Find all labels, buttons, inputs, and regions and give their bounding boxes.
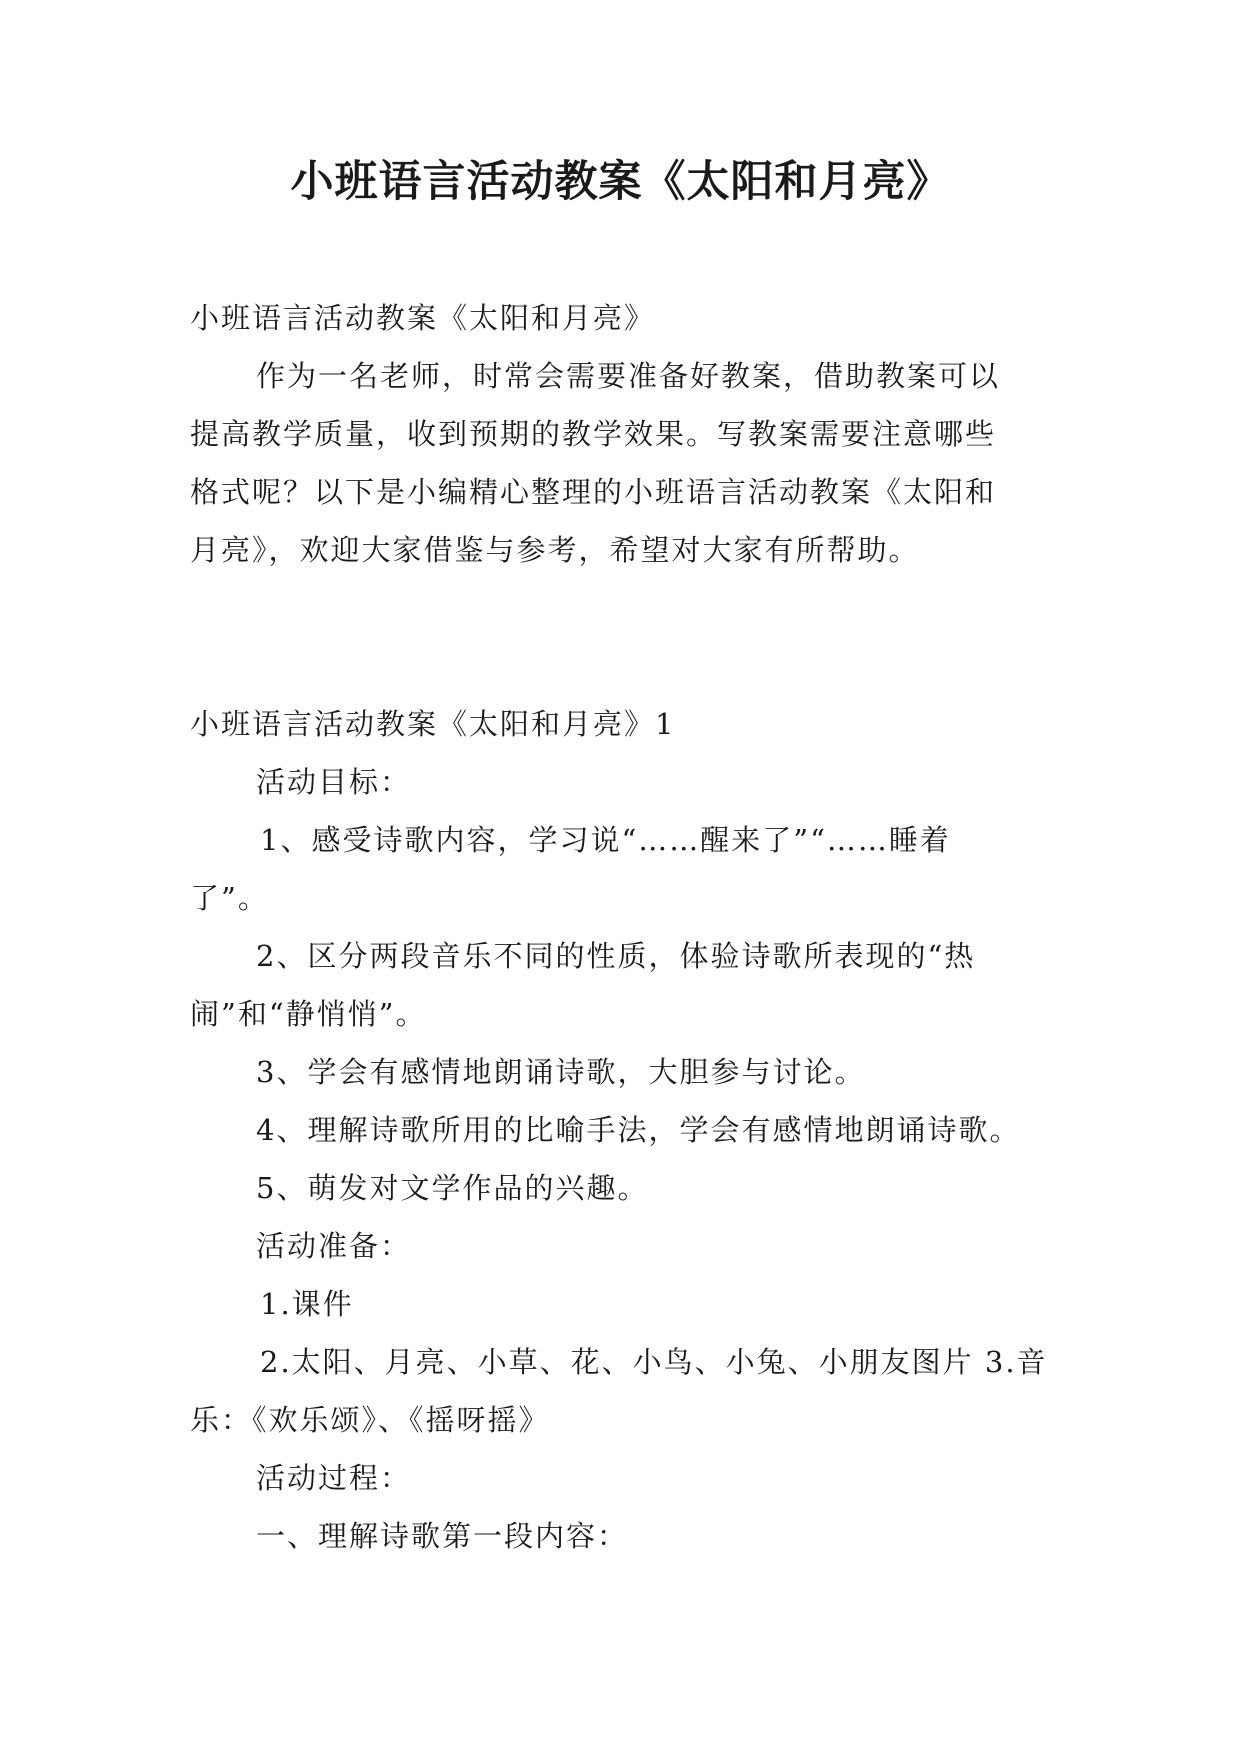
preparation-item: 2.太阳、月亮、小草、花、小鸟、小兔、小朋友图片 3.音 — [260, 1345, 1048, 1379]
intro-paragraph-line: 作为一名老师，时常会需要准备好教案，借助教案可以 — [256, 359, 1001, 393]
activity-process-heading: 活动过程： — [256, 1461, 412, 1495]
goal-item: 4、理解诗歌所用的比喻手法，学会有感情地朗诵诗歌。 — [256, 1113, 1021, 1147]
intro-paragraph-line: 提高教学质量，收到预期的教学效果。写教案需要注意哪些 — [190, 417, 997, 451]
activity-preparation-heading: 活动准备： — [256, 1229, 412, 1263]
goal-item: 1、感受诗歌内容，学习说“……醒来了”“……睡着 — [260, 823, 951, 857]
goal-item-continued: 了”。 — [190, 881, 269, 915]
subtitle: 小班语言活动教案《太阳和月亮》 — [190, 301, 656, 335]
goal-item-continued: 闹”和“静悄悄”。 — [190, 997, 427, 1031]
document-title: 小班语言活动教案《太阳和月亮》 — [290, 157, 951, 207]
goal-item: 3、学会有感情地朗诵诗歌，大胆参与讨论。 — [256, 1055, 866, 1089]
activity-goals-heading: 活动目标： — [256, 765, 412, 799]
goal-item: 5、萌发对文学作品的兴趣。 — [256, 1171, 649, 1205]
preparation-item: 1.课件 — [260, 1287, 354, 1321]
section-heading: 小班语言活动教案《太阳和月亮》1 — [190, 707, 676, 741]
intro-paragraph-line: 月亮》，欢迎大家借鉴与参考，希望对大家有所帮助。 — [190, 533, 920, 567]
preparation-item-continued: 乐：《欢乐颂》、《摇呀摇》 — [190, 1403, 550, 1437]
process-step: 一、理解诗歌第一段内容： — [256, 1519, 629, 1553]
intro-paragraph-line: 格式呢？以下是小编精心整理的小班语言活动教案《太阳和 — [190, 475, 997, 509]
goal-item: 2、区分两段音乐不同的性质，体验诗歌所表现的“热 — [256, 939, 976, 973]
